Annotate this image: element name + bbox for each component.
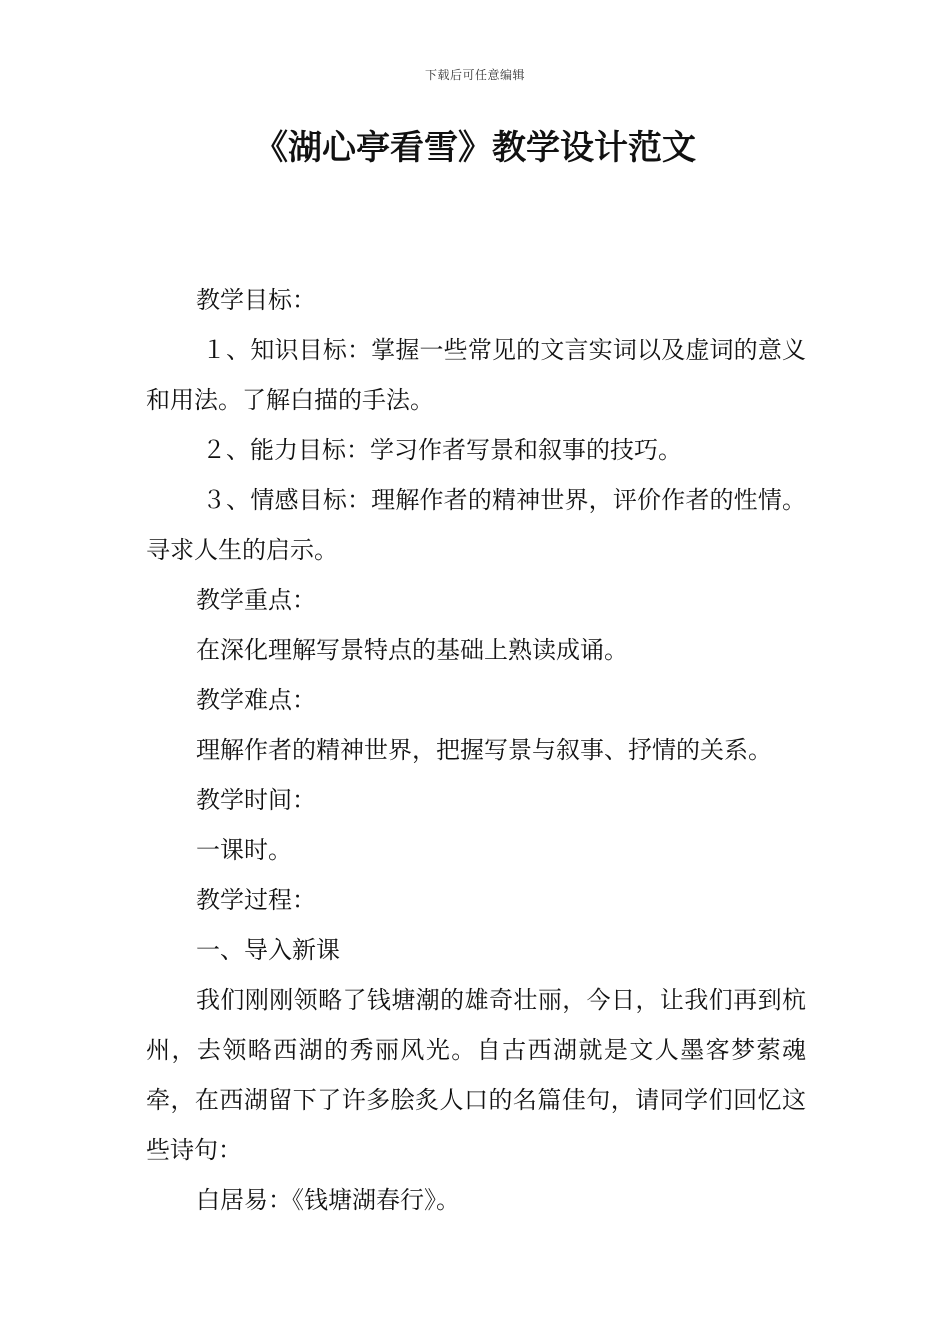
header-note: 下载后可任意编辑 — [424, 68, 525, 82]
paragraph-difficulties: 理解作者的精神世界，把握写景与叙事、抒情的关系。 — [196, 736, 772, 764]
paragraph-time: 一课时。 — [196, 836, 292, 864]
paragraph-key-points: 在深化理解写景特点的基础上熟读成诵。 — [196, 636, 628, 664]
paragraph-process-heading: 教学过程： — [196, 886, 316, 914]
paragraph-knowledge-goal: １、知识目标：掌握一些常见的文言实词以及虚词的意义和用法。了解白描的手法。 — [146, 336, 806, 414]
paragraph-difficulties-heading: 教学难点： — [196, 686, 316, 714]
paragraph-teaching-goals-heading: 教学目标： — [196, 286, 316, 314]
paragraph-emotion-goal: ３、情感目标：理解作者的精神世界，评价作者的性情。寻求人生的启示。 — [146, 486, 806, 564]
paragraph-introduction: 我们刚刚领略了钱塘潮的雄奇壮丽，今日，让我们再到杭州，去领略西湖的秀丽风光。自古西湖就是文人墨客梦萦魂牵，在西湖留下了许多脍炙人口的名篇佳句，请同学们回忆这些诗句： — [146, 986, 806, 1164]
paragraph-time-heading: 教学时间： — [196, 786, 316, 814]
paragraph-poem-reference: 白居易：《钱塘湖春行》。 — [196, 1186, 460, 1214]
paragraph-key-points-heading: 教学重点： — [196, 586, 316, 614]
paragraph-step-one-heading: 一、导入新课 — [196, 936, 340, 964]
paragraph-ability-goal: ２、能力目标：学习作者写景和叙事的技巧。 — [202, 436, 682, 464]
document-body — [146, 275, 806, 1225]
document-title: 《湖心亭看雪》教学设计范文 — [254, 128, 696, 168]
